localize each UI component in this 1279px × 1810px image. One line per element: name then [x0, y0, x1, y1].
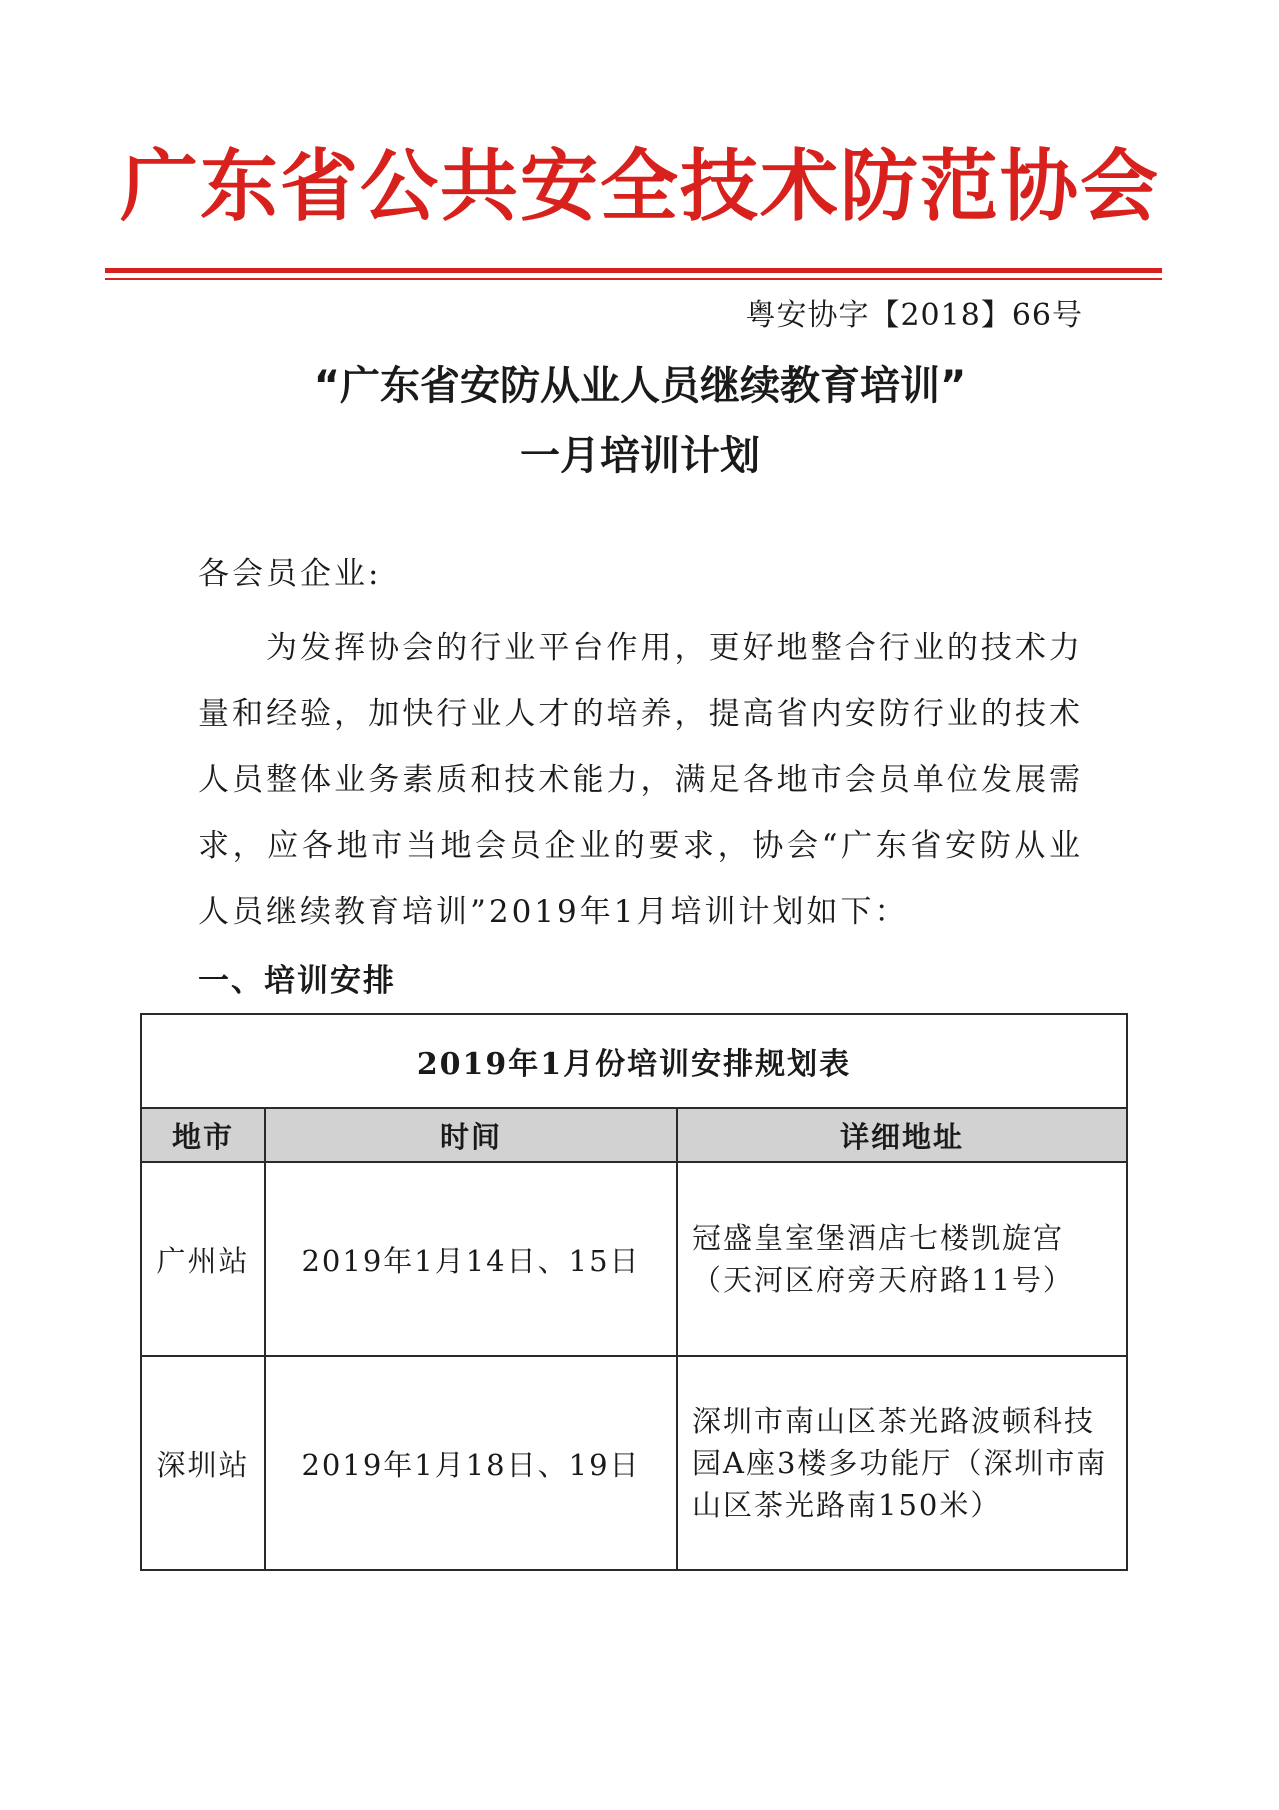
- column-header-time: 时间: [265, 1108, 677, 1162]
- address-cell: 深圳市南山区茶光路波顿科技园A座3楼多功能厅（深圳市南山区茶光路南150米）: [677, 1356, 1127, 1570]
- salutation: 各会员企业:: [198, 556, 382, 592]
- column-header-address: 详细地址: [677, 1108, 1127, 1162]
- document-title-line1: “广东省安防从业人员继续教育培训”: [313, 363, 967, 409]
- city-cell: 深圳站: [141, 1356, 265, 1570]
- time-cell: 2019年1月18日、19日: [265, 1356, 677, 1570]
- letterhead-rule-thin: [105, 278, 1162, 280]
- document-title-line2: 一月培训计划: [520, 433, 760, 479]
- time-cell: 2019年1月14日、15日: [265, 1162, 677, 1356]
- table-row: [141, 1162, 1127, 1356]
- city-cell: 广州站: [141, 1162, 265, 1356]
- document-number: 粤安协字【2018】66号: [745, 298, 1083, 333]
- body-paragraph: 为发挥协会的行业平台作用，更好地整合行业的技术力量和经验，加快行业人才的培养，提高省内安防行业的技术人员整体业务素质和技术能力，满足各地市会员单位发展需求，应各地市当地会员企业的要求，协会“广东省安防从业人员继续教育培训”2019年1月培训计划如下：: [198, 630, 1083, 930]
- table-caption: 2019年1月份培训安排规划表: [141, 1014, 1127, 1108]
- column-header-city: 地市: [141, 1108, 265, 1162]
- letterhead-rule-thick: [105, 268, 1162, 273]
- training-schedule-table: [140, 1013, 1128, 1571]
- organization-letterhead: 广东省公共安全技术防范协会: [119, 141, 1160, 232]
- address-cell: 冠盛皇室堡酒店七楼凯旋宫（天河区府旁天府路11号）: [677, 1162, 1127, 1356]
- table-row: [141, 1356, 1127, 1570]
- section-heading-training-arrangement: 一、培训安排: [198, 963, 396, 999]
